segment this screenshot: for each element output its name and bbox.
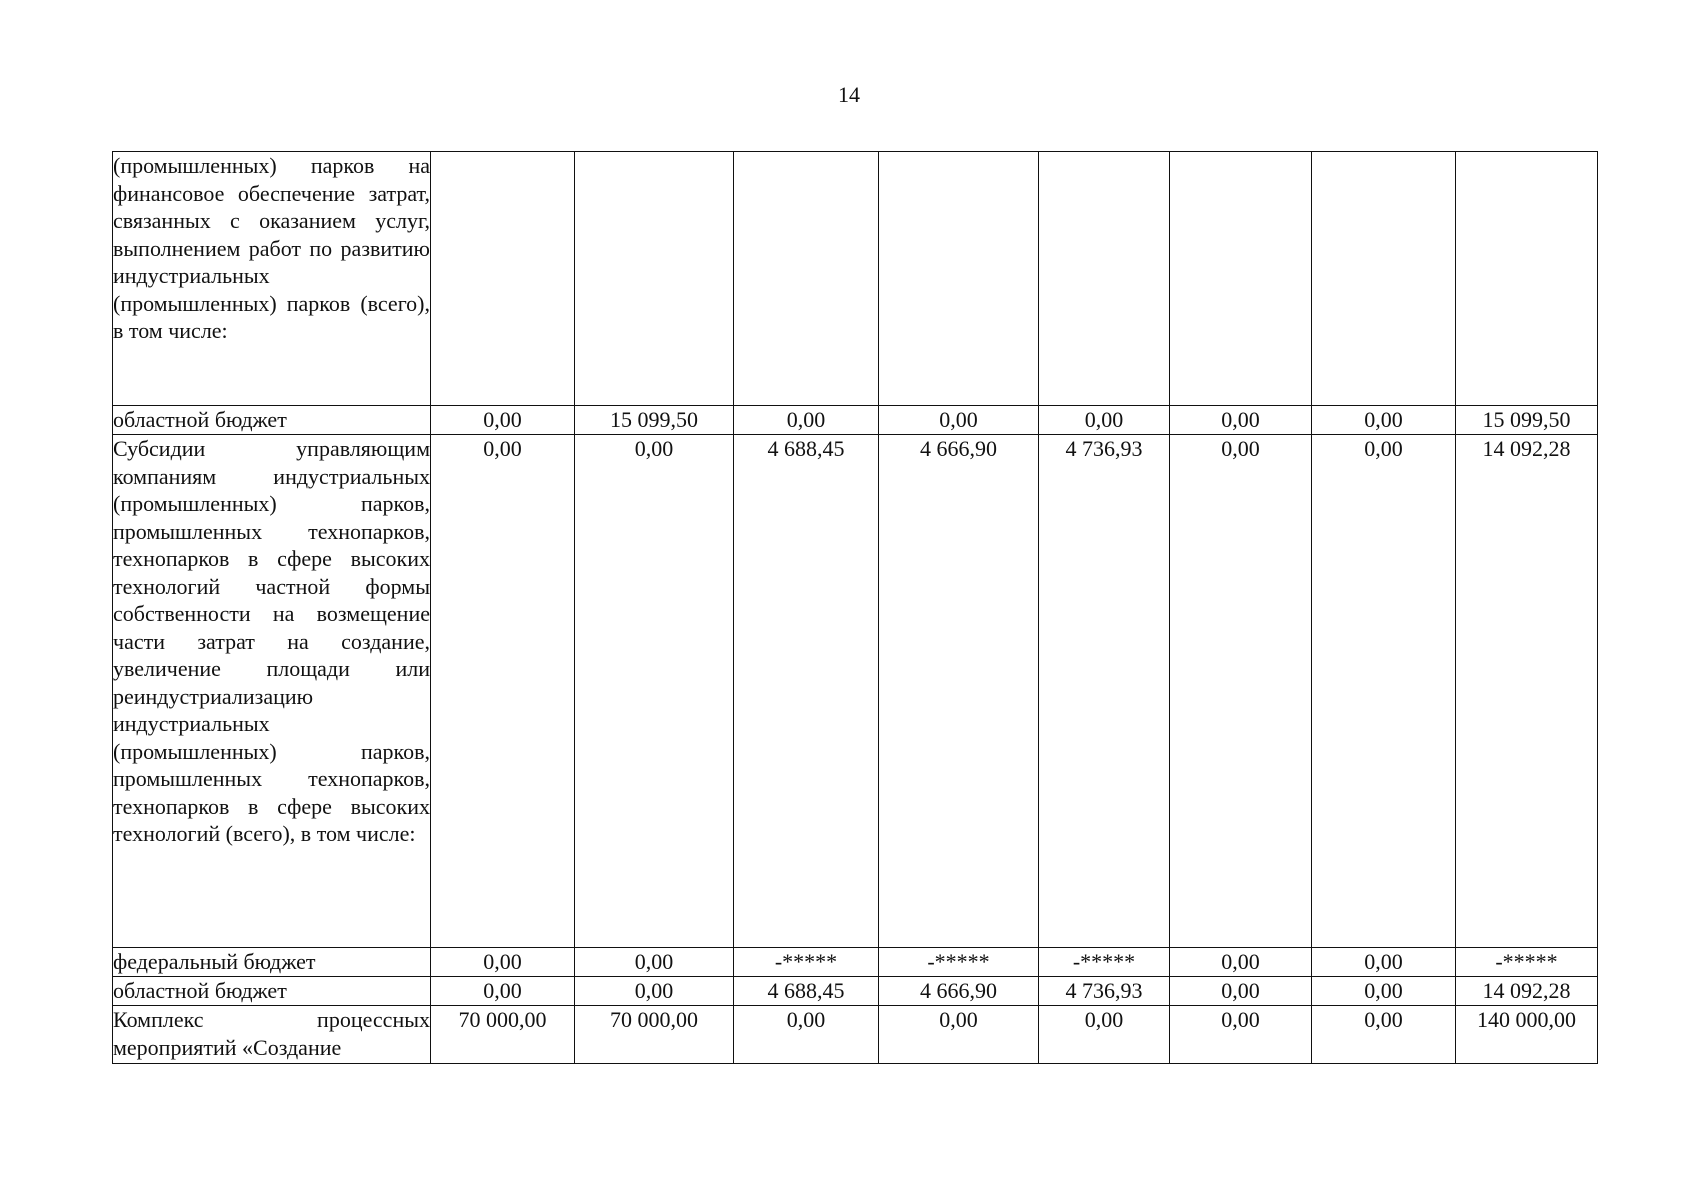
- value-cell: 0,00: [431, 948, 575, 977]
- table-row: [113, 948, 1598, 977]
- value-cell: [1456, 152, 1598, 406]
- table-row: [113, 152, 1598, 406]
- page-number: 14: [838, 82, 860, 107]
- row-label: Комплекс процессных мероприятий «Создание: [113, 1007, 430, 1060]
- value-cell: 0,00: [1170, 435, 1312, 948]
- value-cell: 0,00: [1039, 1006, 1170, 1064]
- table-row: [113, 435, 1598, 948]
- value-cell: -*****: [1456, 948, 1598, 977]
- value-cell: [734, 152, 879, 406]
- value-cell: 0,00: [1312, 435, 1456, 948]
- value-cell: 0,00: [879, 406, 1039, 435]
- table-body: [113, 152, 1598, 1064]
- row-label-cell: [113, 152, 431, 406]
- value-cell: [1170, 152, 1312, 406]
- value-cell: 0,00: [431, 406, 575, 435]
- value-cell: 4 736,93: [1039, 977, 1170, 1006]
- value-cell: -*****: [1039, 948, 1170, 977]
- value-cell: 0,00: [879, 1006, 1039, 1064]
- row-label: Субсидии управляющим компаниям индустриальных (промышленных) парков, промышленных технопарков, технопарков в сфере высоких технологий частной формы собственности на возмещение части затрат на создание, увеличение площади или реиндустриализацию индустриальных (промышленных) парков, промышленных технопарков, технопарков в сфере высоких технологий (всего), в том числе:: [113, 436, 430, 846]
- value-cell: 4 666,90: [879, 435, 1039, 948]
- value-cell: 15 099,50: [1456, 406, 1598, 435]
- value-cell: 4 688,45: [734, 435, 879, 948]
- value-cell: 0,00: [575, 435, 734, 948]
- row-label-cell: [113, 435, 431, 948]
- value-cell: 14 092,28: [1456, 435, 1598, 948]
- value-cell: 0,00: [1170, 406, 1312, 435]
- row-label: областной бюджет: [113, 978, 287, 1003]
- value-cell: 0,00: [431, 977, 575, 1006]
- value-cell: 0,00: [575, 948, 734, 977]
- row-label-cell: [113, 977, 431, 1006]
- value-cell: 0,00: [1312, 1006, 1456, 1064]
- value-cell: 4 688,45: [734, 977, 879, 1006]
- row-label: федеральный бюджет: [113, 949, 316, 974]
- value-cell: 4 736,93: [1039, 435, 1170, 948]
- value-cell: 4 666,90: [879, 977, 1039, 1006]
- value-cell: [1039, 152, 1170, 406]
- value-cell: 0,00: [1312, 406, 1456, 435]
- value-cell: 70 000,00: [575, 1006, 734, 1064]
- value-cell: [879, 152, 1039, 406]
- value-cell: 0,00: [734, 406, 879, 435]
- row-label-cell: [113, 948, 431, 977]
- value-cell: 0,00: [1312, 977, 1456, 1006]
- value-cell: 0,00: [1039, 406, 1170, 435]
- value-cell: 14 092,28: [1456, 977, 1598, 1006]
- table-row: [113, 1006, 1598, 1064]
- value-cell: 0,00: [734, 1006, 879, 1064]
- value-cell: -*****: [734, 948, 879, 977]
- value-cell: [1312, 152, 1456, 406]
- table-row: [113, 977, 1598, 1006]
- value-cell: 0,00: [1170, 977, 1312, 1006]
- value-cell: 0,00: [1170, 948, 1312, 977]
- row-label: областной бюджет: [113, 407, 287, 432]
- value-cell: 70 000,00: [431, 1006, 575, 1064]
- row-label: (промышленных) парков на финансовое обеспечение затрат, связанных с оказанием услуг, выполнением работ по развитию индустриальных (промышленных) парков (всего), в том числе:: [113, 153, 430, 343]
- value-cell: 15 099,50: [575, 406, 734, 435]
- value-cell: 0,00: [575, 977, 734, 1006]
- row-label-cell: [113, 1006, 431, 1064]
- value-cell: 140 000,00: [1456, 1006, 1598, 1064]
- table-row: [113, 406, 1598, 435]
- budget-table: [112, 151, 1598, 1064]
- value-cell: -*****: [879, 948, 1039, 977]
- value-cell: 0,00: [1170, 1006, 1312, 1064]
- value-cell: 0,00: [431, 435, 575, 948]
- value-cell: [575, 152, 734, 406]
- value-cell: [431, 152, 575, 406]
- value-cell: 0,00: [1312, 948, 1456, 977]
- row-label-cell: [113, 406, 431, 435]
